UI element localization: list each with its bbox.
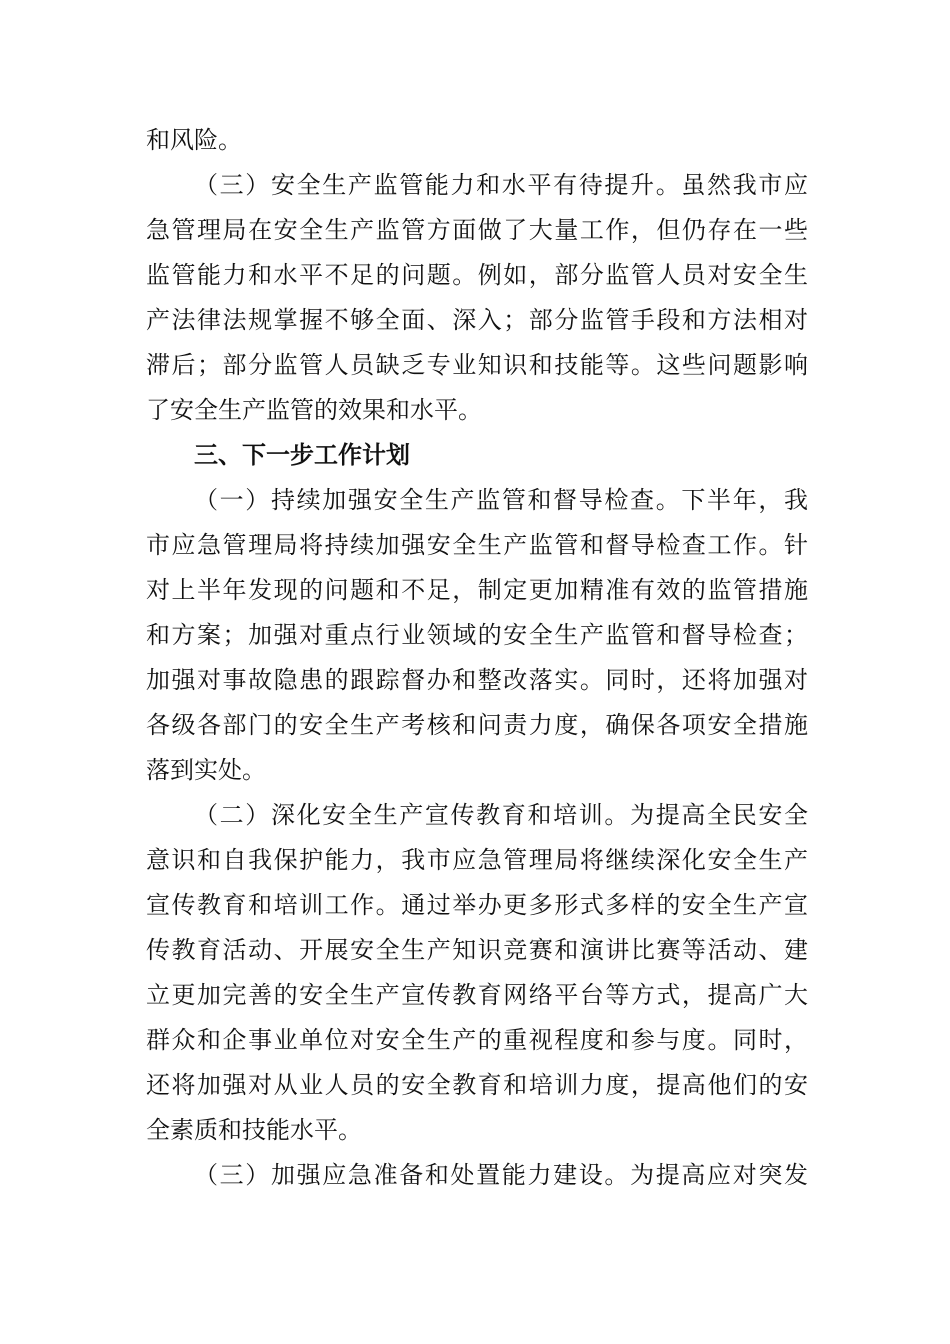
paragraph-line: 了安全生产监管的效果和水平。 <box>146 396 482 424</box>
paragraph-line: 落到实处。 <box>146 756 266 784</box>
paragraph-line: 群众和企事业单位对安全生产的重视程度和参与度。同时， <box>146 1026 808 1054</box>
paragraph-line: 监管能力和水平不足的问题。例如，部分监管人员对安全生 <box>146 261 808 289</box>
paragraph-line: 对上半年发现的问题和不足，制定更加精准有效的监管措施 <box>146 576 808 604</box>
paragraph-line: （三）安全生产监管能力和水平有待提升。虽然我市应 <box>194 171 808 199</box>
paragraph-line: 各级各部门的安全生产考核和问责力度，确保各项安全措施 <box>146 711 808 739</box>
paragraph-line: 传教育活动、开展安全生产知识竞赛和演讲比赛等活动、建 <box>146 936 808 964</box>
paragraph-line: 产法律法规掌握不够全面、深入；部分监管手段和方法相对 <box>146 306 808 334</box>
paragraph-line: 立更加完善的安全生产宣传教育网络平台等方式，提高广大 <box>146 981 808 1009</box>
paragraph-line: 还将加强对从业人员的安全教育和培训力度，提高他们的安 <box>146 1071 808 1099</box>
paragraph-line: 全素质和技能水平。 <box>146 1116 362 1144</box>
paragraph-line: 宣传教育和培训工作。通过举办更多形式多样的安全生产宣 <box>146 891 808 919</box>
paragraph-line: 滞后；部分监管人员缺乏专业知识和技能等。这些问题影响 <box>146 351 808 379</box>
section-heading: 三、下一步工作计划 <box>194 441 410 469</box>
paragraph-line: （三）加强应急准备和处置能力建设。为提高应对突发 <box>194 1161 808 1189</box>
paragraph-line: 和方案；加强对重点行业领域的安全生产监管和督导检查； <box>146 621 808 649</box>
paragraph-line: （一）持续加强安全生产监管和督导检查。下半年，我 <box>194 486 808 514</box>
paragraph-line: 加强对事故隐患的跟踪督办和整改落实。同时，还将加强对 <box>146 666 808 694</box>
paragraph-line: 市应急管理局将持续加强安全生产监管和督导检查工作。针 <box>146 531 808 559</box>
paragraph-line: （二）深化安全生产宣传教育和培训。为提高全民安全 <box>194 801 808 829</box>
paragraph-line: 急管理局在安全生产监管方面做了大量工作，但仍存在一些 <box>146 216 808 244</box>
paragraph-line: 和风险。 <box>146 126 242 154</box>
paragraph-line: 意识和自我保护能力，我市应急管理局将继续深化安全生产 <box>146 846 808 874</box>
